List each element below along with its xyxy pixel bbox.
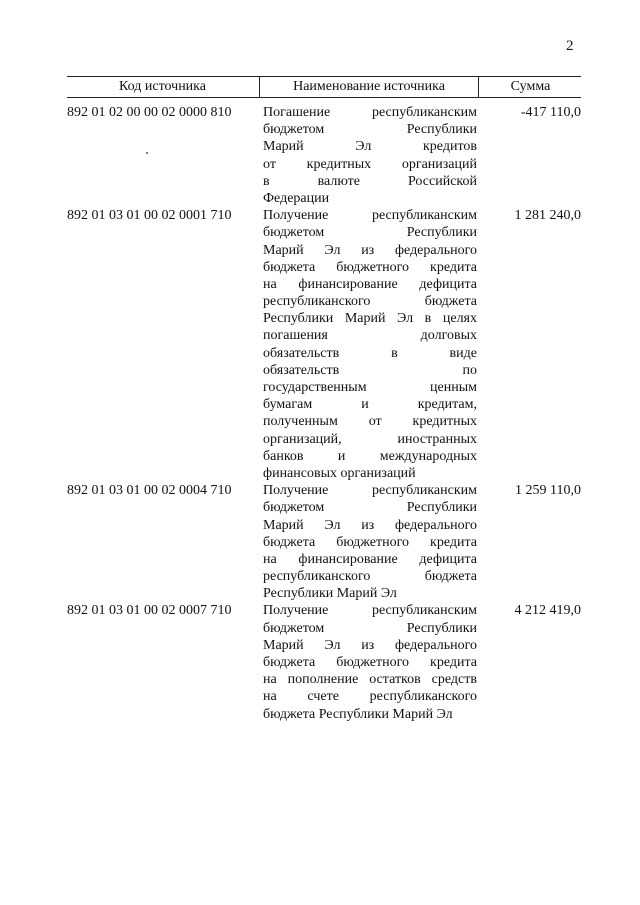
source-name-line: погашения долговых xyxy=(263,328,477,344)
source-name-line: бумагам и кредитам, xyxy=(263,397,477,413)
source-code: 892 01 03 01 00 02 0007 710 xyxy=(67,603,232,619)
source-name-line: банков и международных xyxy=(263,448,477,464)
table-body xyxy=(67,104,581,723)
source-name-line: Получение республиканским xyxy=(263,483,477,499)
source-name xyxy=(263,482,477,602)
table-row xyxy=(67,207,581,482)
source-name-line: финансовых организаций xyxy=(263,465,416,481)
source-name-line: республиканского бюджета xyxy=(263,569,477,585)
table-row xyxy=(67,482,581,602)
source-name-line: в валюте Российской xyxy=(263,173,477,189)
source-name xyxy=(263,207,477,482)
source-name-line: Республики Марий Эл xyxy=(263,586,397,602)
source-name-line: Марий Эл из федерального xyxy=(263,637,477,653)
table-row xyxy=(67,104,581,207)
source-name-line: бюджетом Республики xyxy=(263,225,477,241)
source-sum: 4 212 419,0 xyxy=(514,603,581,619)
source-name xyxy=(263,602,477,722)
header-code: Код источника xyxy=(119,79,206,94)
source-name-line: Марий Эл из федерального xyxy=(263,517,477,533)
source-name-line: бюджетом Республики xyxy=(263,122,477,138)
source-name-line: от кредитных организаций xyxy=(263,156,477,172)
source-name-line: Получение республиканским xyxy=(263,603,477,619)
source-name-line: полученным от кредитных xyxy=(263,414,477,430)
table-row xyxy=(67,602,581,722)
source-name-line: на финансирование дефицита xyxy=(263,276,477,292)
source-name-line: на финансирование дефицита xyxy=(263,551,477,567)
source-name-line: Марий Эл из федерального xyxy=(263,242,477,258)
source-name-line: бюджета бюджетного кредита xyxy=(263,655,477,670)
source-name-line: Погашение республиканским xyxy=(263,105,477,120)
source-name-line: бюджетом Республики xyxy=(263,620,477,636)
page-number: 2 xyxy=(566,38,574,54)
source-name-line: Получение республиканским xyxy=(263,208,477,224)
source-name-line: на пополнение остатков средств xyxy=(263,672,477,688)
source-code: 892 01 03 01 00 02 0001 710 xyxy=(67,208,232,224)
source-name-line: Марий Эл кредитов xyxy=(263,139,477,155)
source-name-line: бюджета Республики Марий Эл xyxy=(263,706,453,722)
source-name-line: бюджета бюджетного кредита xyxy=(263,259,477,275)
source-name-line: государственным ценным xyxy=(263,380,477,395)
source-name-line: Федерации xyxy=(263,190,330,206)
source-name-line: организаций, иностранных xyxy=(263,431,477,447)
header-sum: Сумма xyxy=(478,77,582,97)
source-sum: 1 259 110,0 xyxy=(515,483,581,499)
header-name: Наименование источника xyxy=(259,77,478,97)
source-name-line: республиканского бюджета xyxy=(263,294,477,310)
source-code: 892 01 02 00 00 02 0000 810 xyxy=(67,105,232,120)
source-name xyxy=(263,104,477,207)
source-name-line: Республики Марий Эл в целях xyxy=(263,311,477,327)
source-sum: -417 110,0 xyxy=(520,105,581,120)
table-header xyxy=(67,76,581,98)
source-name-line: бюджета бюджетного кредита xyxy=(263,534,477,550)
source-code: 892 01 03 01 00 02 0004 710 xyxy=(67,483,232,499)
source-sum: 1 281 240,0 xyxy=(514,208,581,224)
source-name-line: обязательств по xyxy=(263,362,477,378)
source-name-line: бюджетом Республики xyxy=(263,500,477,516)
source-name-line: обязательств в виде xyxy=(263,345,477,361)
source-name-line: на счете республиканского xyxy=(263,689,477,705)
